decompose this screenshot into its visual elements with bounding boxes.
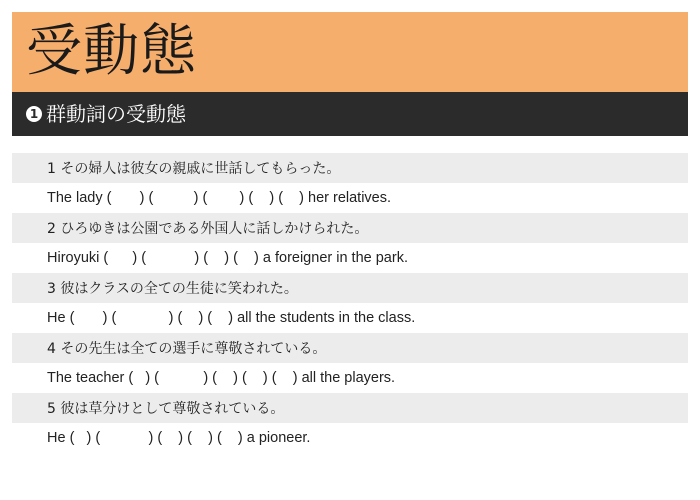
exercise-item-2: [12, 213, 688, 273]
exercise-item-3: [12, 273, 688, 333]
english-fill-in-sentence: The teacher ( ) ( ) ( ) ( ) ( ) all the players.: [47, 370, 396, 386]
english-sentence-row: [12, 363, 688, 393]
english-fill-in-sentence: The lady ( ) ( ) ( ) ( ) ( ) her relatives.: [47, 190, 392, 206]
japanese-sentence: 1 その婦人は彼女の親戚に世話してもらった。: [47, 161, 341, 177]
section-header: [12, 92, 688, 136]
japanese-sentence: 4 その先生は全ての選手に尊敬されている。: [47, 341, 327, 357]
english-sentence-row: [12, 303, 688, 333]
japanese-sentence-row: [12, 213, 688, 243]
japanese-sentence-row: [12, 393, 688, 423]
title-banner: [12, 12, 688, 92]
english-fill-in-sentence: Hiroyuki ( ) ( ) ( ) ( ) a foreigner in the park.: [47, 250, 408, 266]
english-fill-in-sentence: He ( ) ( ) ( ) ( ) ( ) a pioneer.: [47, 430, 311, 446]
english-fill-in-sentence: He ( ) ( ) ( ) ( ) all the students in the class.: [47, 310, 416, 326]
exercise-item-4: [12, 333, 688, 393]
section-number-badge: 1: [26, 106, 42, 122]
japanese-sentence: 3 彼はクラスの全ての生徒に笑われた。: [47, 281, 298, 297]
english-sentence-row: [12, 423, 688, 453]
japanese-sentence: 5 彼は草分けとして尊敬されている。: [47, 401, 285, 417]
japanese-sentence-row: [12, 333, 688, 363]
japanese-sentence: 2 ひろゆきは公園である外国人に話しかけられた。: [47, 221, 369, 237]
page-title: 受動態: [26, 19, 197, 84]
exercise-item-5: [12, 393, 688, 453]
japanese-sentence-row: [12, 273, 688, 303]
english-sentence-row: [12, 183, 688, 213]
section-title: 群動詞の受動態: [46, 102, 186, 126]
english-sentence-row: [12, 243, 688, 273]
exercise-item-1: [12, 153, 688, 213]
japanese-sentence-row: [12, 153, 688, 183]
